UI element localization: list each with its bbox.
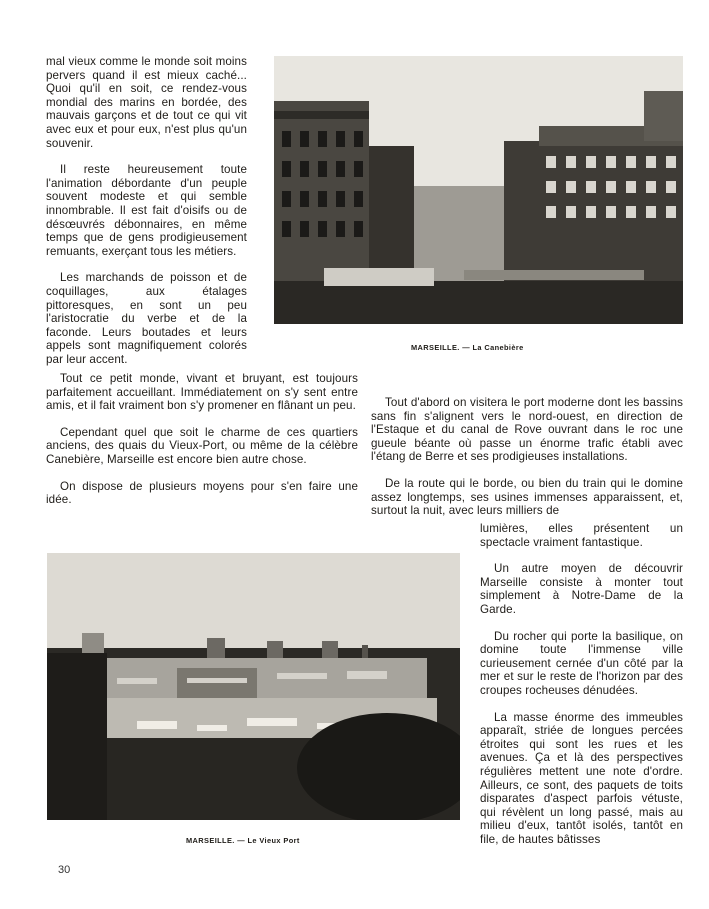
photo-canebiere [274, 56, 683, 324]
text-column-right-narrow [480, 522, 683, 859]
paragraph: mal vieux comme le monde soit moins pervers quand il est mieux caché... Quoi qu'il en soit, ce rendez-vous mondial des marins en bordée, des mauvais garçons et de tout ce qui vit avec eux et pour eux, n'est plus qu'un souvenir. [46, 55, 247, 150]
paragraph: De la route qui le borde, ou bien du train qui le domine assez longtemps, ses usines immenses apparaissent, et, surtout la nuit, avec leurs milliers de [371, 476, 683, 518]
text-column-right-mid [371, 396, 683, 518]
paragraph: La masse énorme des immeubles apparaît, striée de longues percées étroites qui sont les rues et les avenues. Ça et là des perspectives régulières mettent une note d'ordre. Ailleurs, ce sont, des paquets de toits disparates d'aspect parfois vétuste, qui révèlent un long passé, mais au milieu d'eux, tantôt isolés, tantôt en file, de hautes bâtisses [480, 710, 683, 846]
paragraph: Cependant quel que soit le charme de ces quartiers anciens, des quais du Vieux-Port, ou même de la célèbre Canebière, Marseille est encore bien autre chose. [46, 425, 358, 466]
text-column-left-wide [46, 372, 358, 520]
caption-canebiere: MARSEILLE. — La Canebière [411, 343, 524, 352]
page-number: 30 [58, 864, 71, 876]
paragraph: Tout ce petit monde, vivant et bruyant, est toujours parfaitement accueillant. Immédiatement on s'y sent entre amis, et il fait vraiment bon s'y promener en flânant un peu. [46, 372, 358, 413]
text-column-left-top [46, 55, 247, 379]
photo-vieux-port [47, 553, 460, 820]
paragraph: Tout d'abord on visitera le port moderne dont les bassins sans fin s'alignent vers le nord-ouest, en direction de l'Estaque et du canal de Rove ouvrant dans le roc une gueule béante où passe un énorme trafic établi avec l'étang de Berre et ses prodigieuses installations. [371, 396, 683, 464]
paragraph: Du rocher qui porte la basilique, on domine toute l'immense ville curieusement cernée d'un côté par la mer et sur le reste de l'horizon par des croupes rocheuses dénudées. [480, 629, 683, 697]
caption-vieux-port: MARSEILLE. — Le Vieux Port [186, 836, 300, 845]
paragraph: Un autre moyen de découvrir Marseille consiste à monter tout simplement à Notre-Dame de la Garde. [480, 562, 683, 616]
paragraph: lumières, elles présentent un spectacle vraiment fantastique. [480, 522, 683, 549]
paragraph: Les marchands de poisson et de coquillages, aux étalages pittoresques, en sont un peu l'aristocratie du verbe et de la faconde. Leurs boutades et leurs appels sont magnifiquement colorés par leur accent. [46, 271, 247, 366]
paragraph: Il reste heureusement toute l'animation débordante d'un peuple souvent modeste et qui semble innombrable. Il est fait d'oisifs ou de désœuvrés débonnaires, en même temps que de gens prodigieusement remuants, exerçant tous les métiers. [46, 163, 247, 258]
paragraph: On dispose de plusieurs moyens pour s'en faire une idée. [46, 479, 358, 507]
